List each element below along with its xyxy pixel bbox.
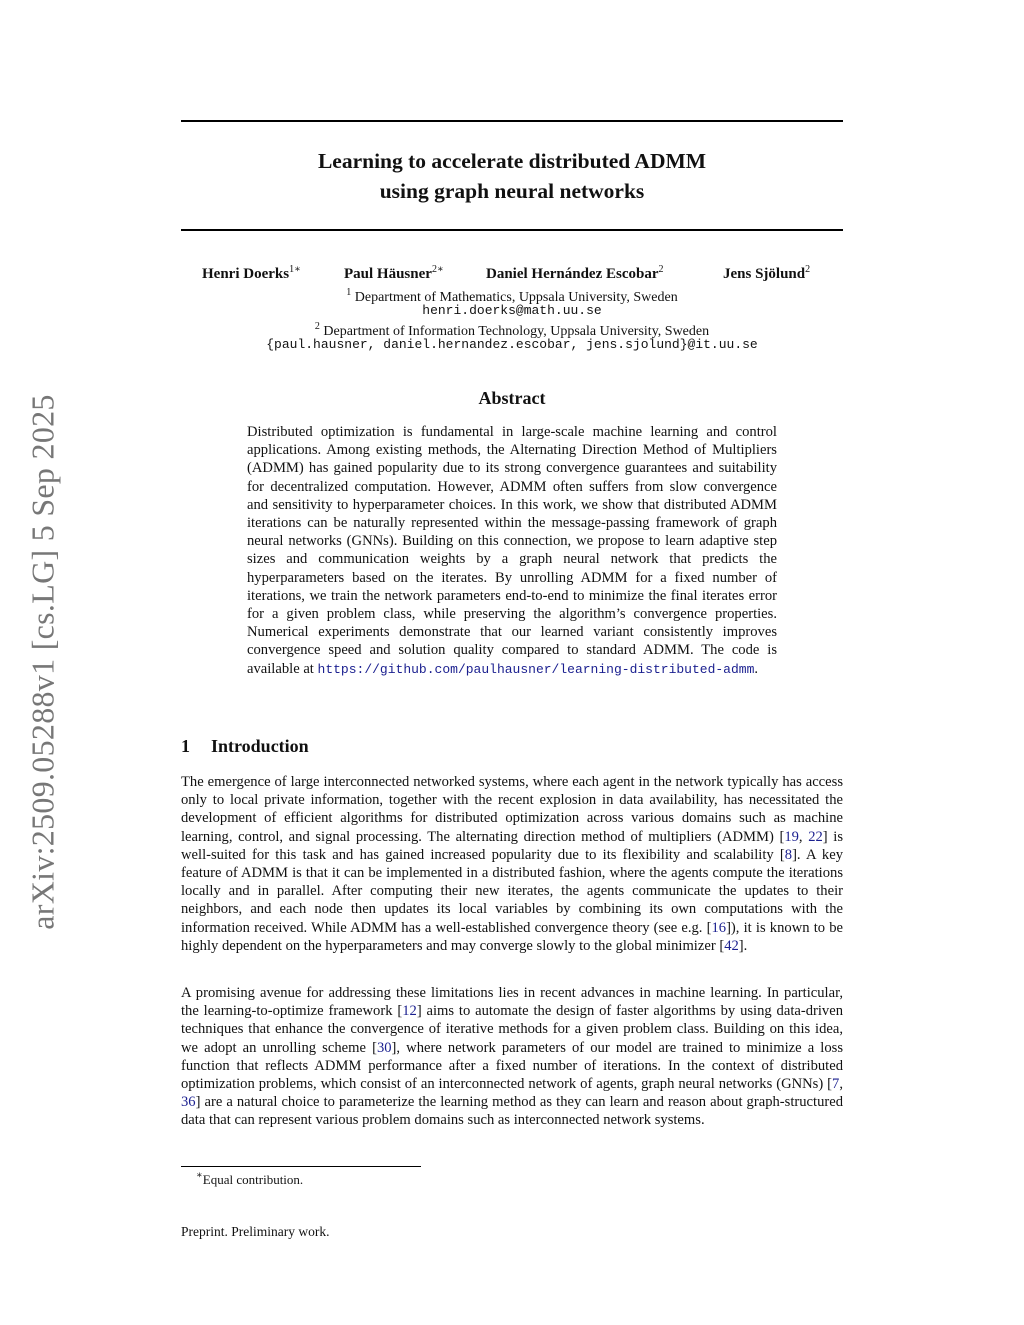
citation-22[interactable]: 22 — [808, 828, 823, 845]
author-list — [181, 264, 843, 286]
title-bottom-rule — [181, 229, 843, 231]
affiliation-1-email: henri.doerks@math.uu.se — [422, 303, 602, 318]
affiliation-1: $^1$ Department of Mathematics, Uppsala University, Sweden — [346, 287, 678, 305]
code-link[interactable]: https://github.com/paulhausner/learning-distributed-admm — [317, 661, 755, 677]
affiliation-2-email: {paul.hausner, daniel.hernandez.escobar, jens.sjolund}@it.uu.se — [266, 337, 758, 352]
affiliation-2: $^2$ Department of Information Technology, Uppsala University, Sweden — [314, 321, 710, 339]
author-daniel-hernandez-escobar: Daniel Hernández Escobar$^2$ — [486, 264, 664, 282]
citation-16[interactable]: 16 — [711, 919, 727, 936]
citation-8[interactable]: 8 — [784, 846, 793, 863]
author-paul-hausner: Paul Häusner$^{2∗}$ — [344, 264, 444, 282]
intro-paragraph-2: A promising avenue for addressing these limitations lies in recent advances in machine learning. In particular, the learning-to-optimize framework [12] aims to automate the design of faster algorithms by using data-driven techniques that enhance the convergence of iterative methods for a given problem class. Building on this idea, we adopt an unrolling scheme [30], where network parameters of our model are trained to minimize a loss function that reflects ADMM performance after a fixed number of iterations. In the context of distributed optimization problems, which consist of an interconnected network of agents, graph neural networks (GNNs) [7, 36] are a natural choice to parameterize the learning method as they can learn and reason about graph-structured data that can represent various problem domains such as interconnected network systems. — [181, 985, 844, 1129]
citation-42[interactable]: 42 — [724, 937, 739, 954]
author-henri-doerks: Henri Doerks$^{1∗}$ — [202, 264, 301, 282]
footnote: ∗Equal contribution. — [196, 1170, 304, 1187]
title-line-1: Learning to accelerate distributed ADMM — [317, 149, 707, 173]
abstract-body: Distributed optimization is fundamental in large-scale machine learning and control applications. Among existing methods, the Alternating Direction Method of Multipliers (ADMM) has gained popularity due to its strong convergence guarantees and suitability for decentralized computation. However, ADMM often suffers from slow convergence and sensitivity to hyperparameter choices. In this work, we show that distributed ADMM iterations can be naturally represented within the message-passing framework of graph neural networks (GNNs). Building on this connection, we propose to learn adaptive step sizes and communication weights by a graph neural network that predicts the hyperparameters based on the iterates. By unrolling ADMM for a fixed number of iterations, we train the network parameters end-to-end to minimize the final iterates error for a given problem class, while preserving the algorithm’s convergence properties. Numerical experiments demonstrate that our learned variant consistently improves convergence speed and solution quality compared to standard ADMM. The code is available at https://github.com/paulhausner/learning-distributed-admm. — [247, 424, 777, 677]
title-top-rule — [181, 120, 843, 122]
title-line-2: using graph neural networks — [379, 179, 645, 203]
citation-36[interactable]: 36 — [181, 1094, 196, 1111]
preprint-note: Preprint. Preliminary work. — [181, 1224, 330, 1239]
citation-19[interactable]: 19 — [784, 828, 799, 845]
arxiv-stamp: arXiv:2509.05288v1 [cs.LG] 5 Sep 2025 — [24, 394, 61, 930]
paper-title — [181, 146, 843, 206]
intro-paragraph-1: The emergence of large interconnected networked systems, where each agent in the network typically has access only to local private information, together with the recent explosion in data availability, has necessitated the development of efficient algorithms for distributed optimization across various domains such as machine learning, control, and signal processing. The alternating direction method of multipliers (ADMM) [19, 22] is well-suited for this task and has gained increased popularity due to its flexibility and scalability [8]. A key feature of ADMM is that it can be implemented in a distributed fashion, where the agents compute the iterations locally and in parallel. After computing their new iterates, the agents communicate the updates to their neighbors, and each node then updates its local variables by combining its own computations with the information received. While ADMM has a well-established convergence theory (see e.g. [16]), it is known to be highly dependent on the hyperparameters and may converge slowly to the global minimizer [42]. — [181, 774, 844, 954]
citation-7[interactable]: 7 — [832, 1076, 840, 1093]
citation-12[interactable]: 12 — [402, 1003, 417, 1020]
citation-30[interactable]: 30 — [376, 1039, 392, 1056]
author-jens-sjolund: Jens Sjölund$^2$ — [723, 264, 811, 282]
abstract-heading: Abstract — [478, 388, 546, 408]
section-heading-introduction: 1 Introduction — [181, 736, 309, 756]
footnote-rule — [181, 1166, 421, 1167]
